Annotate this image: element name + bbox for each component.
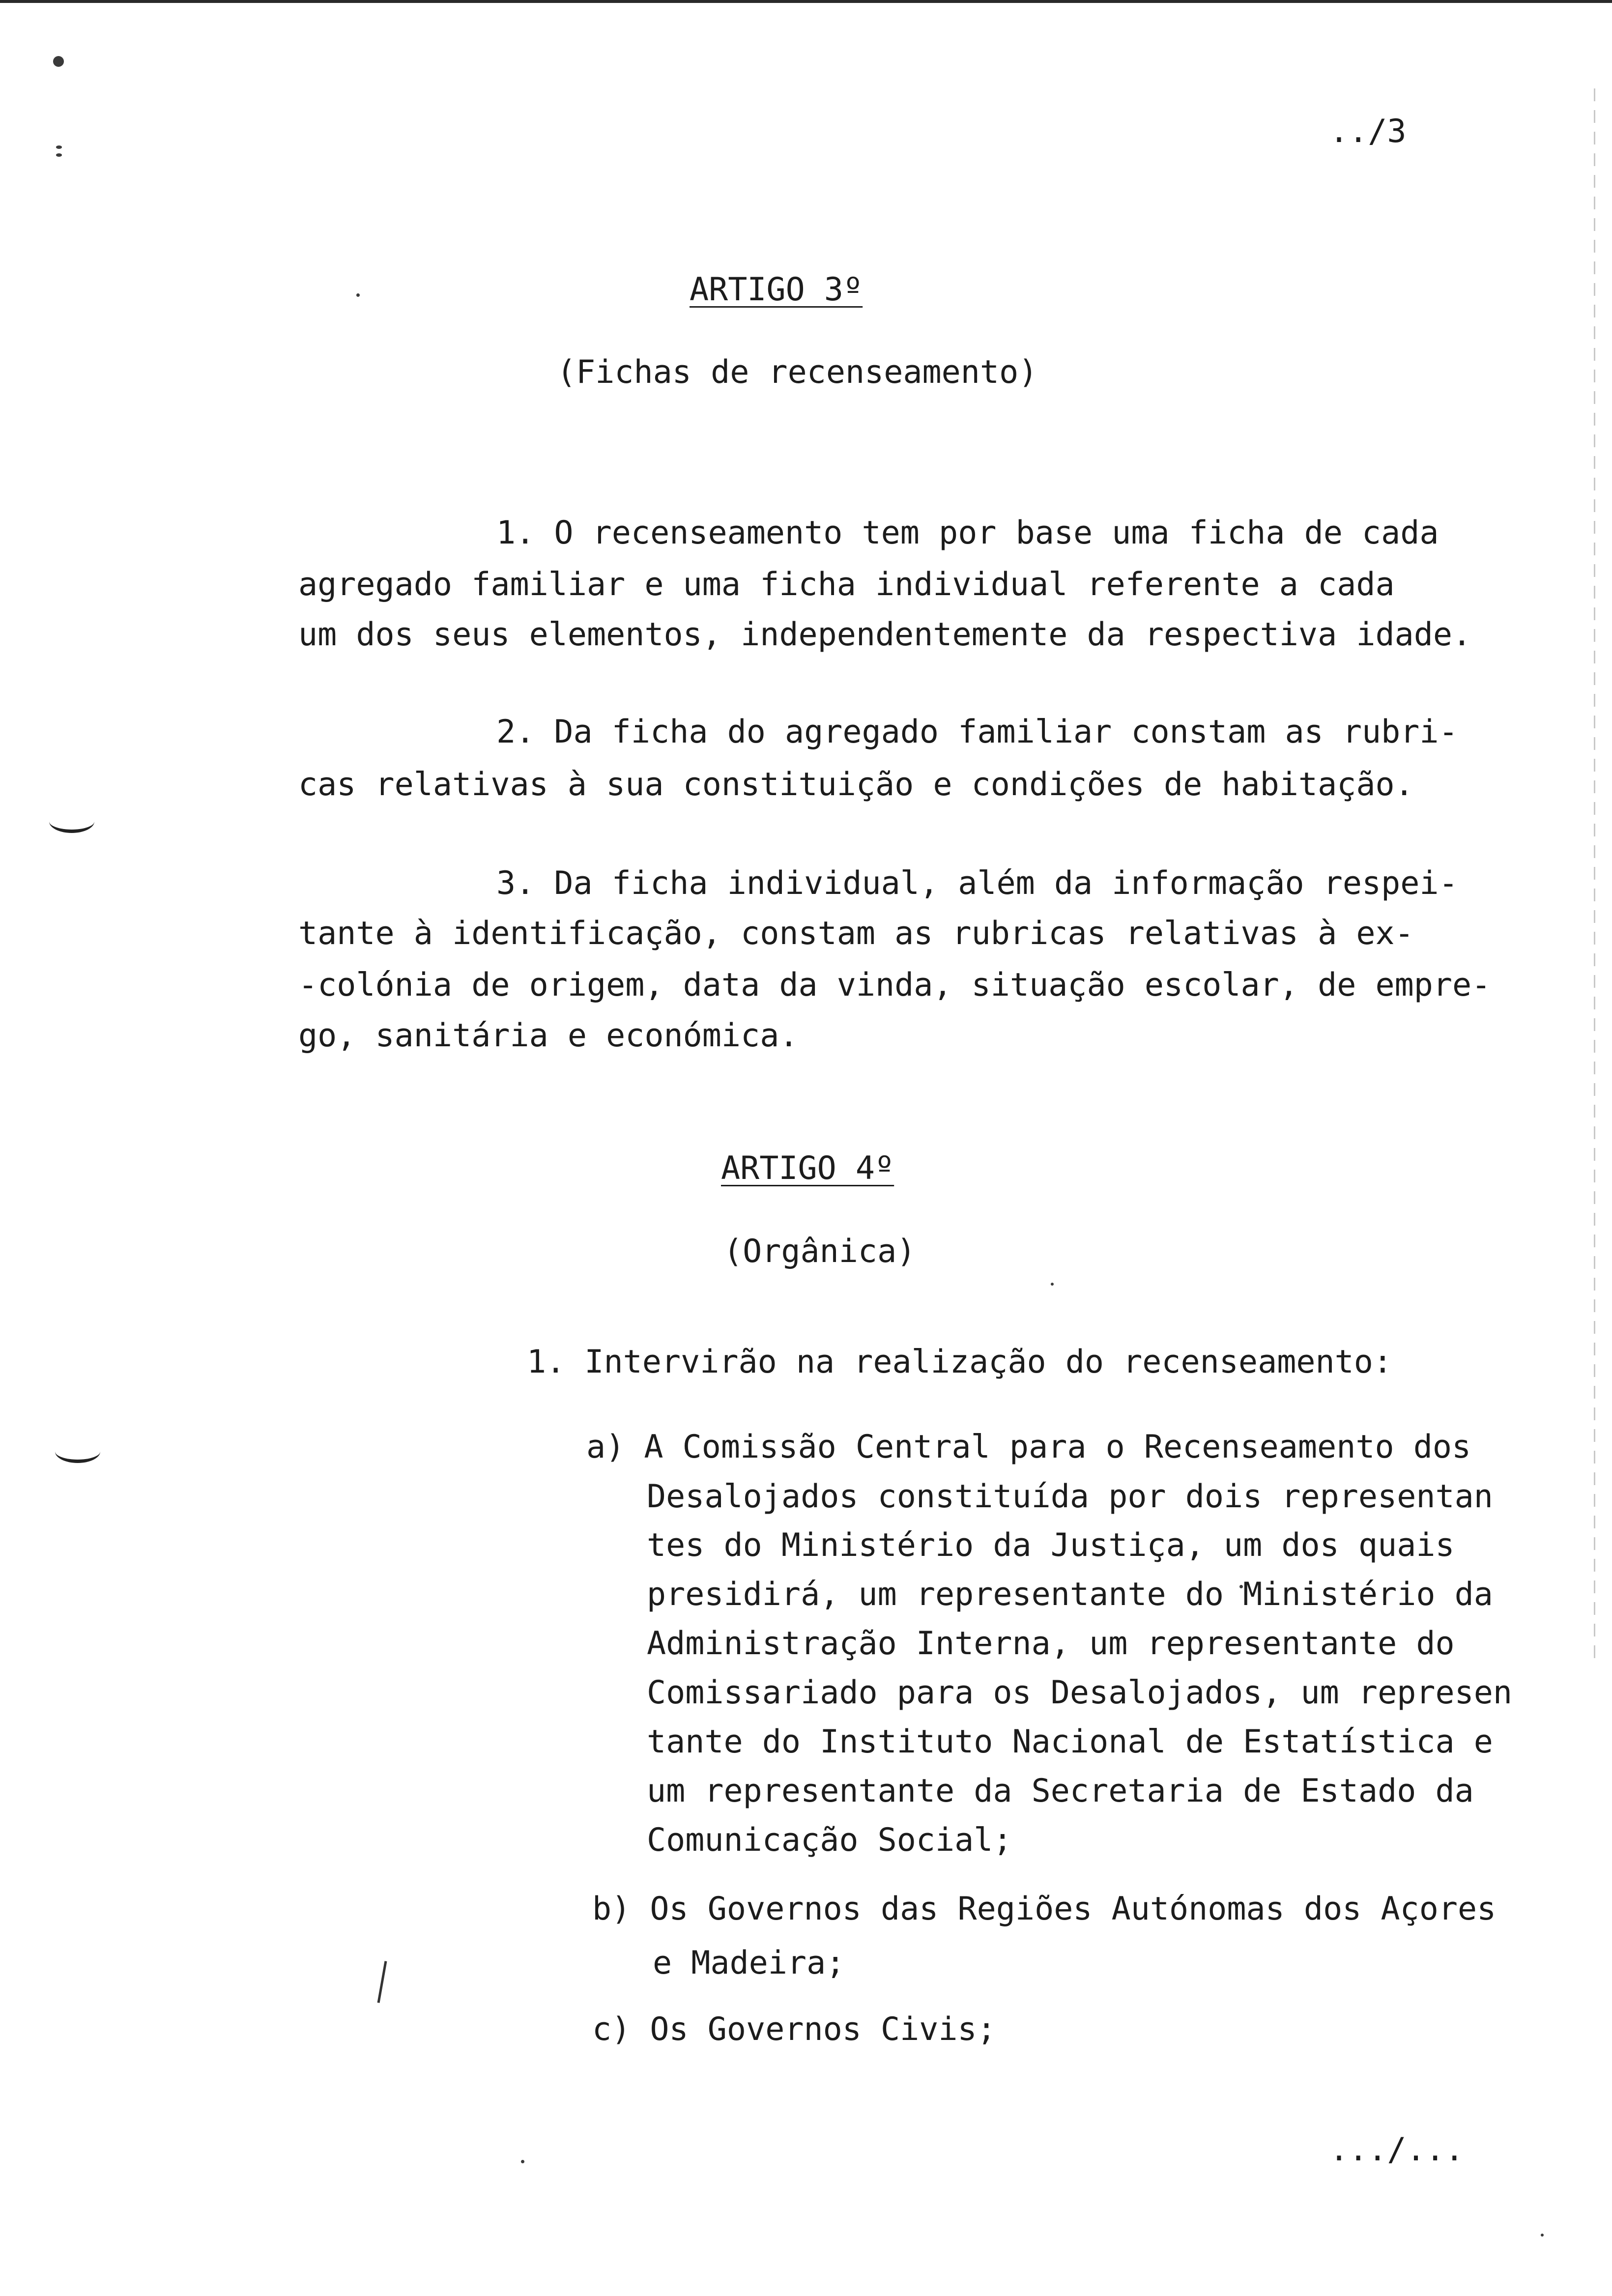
article-4-subtitle: (Orgânica): [723, 1233, 916, 1270]
scan-speck: [521, 2160, 524, 2163]
article-3-subtitle: (Fichas de recenseamento): [557, 354, 1038, 391]
article-4-item-a-line: um representante da Secretaria de Estado da: [647, 1773, 1474, 1809]
article-3-paragraph-1-line: agregado familiar e uma ficha individual referente a cada: [298, 566, 1395, 603]
article-3-paragraph-3-line: -colónia de origem, data da vinda, situação escolar, de empre-: [298, 967, 1491, 1004]
continuation-mark: .../...: [1329, 2131, 1464, 2168]
scan-speck: [1541, 2234, 1544, 2237]
article-3-title: ARTIGO 3º: [690, 271, 863, 308]
article-3-paragraph-3-line: 3. Da ficha individual, além da informação respei-: [496, 865, 1458, 902]
scan-speck: [53, 56, 64, 67]
article-4-item-b-line: b) Os Governos das Regiões Autónomas dos Açores: [592, 1891, 1497, 1927]
scan-speck: [356, 293, 360, 297]
punch-hole-mark: [55, 1440, 100, 1463]
article-4-item-a-line: tante do Instituto Nacional de Estatística e: [647, 1723, 1493, 1760]
article-3-paragraph-2-line: cas relativas à sua constituição e condições de habitação.: [298, 766, 1414, 803]
article-4-intro: 1. Intervirão na realização do recenseamento:: [527, 1344, 1392, 1380]
article-4-title: ARTIGO 4º: [721, 1150, 894, 1187]
article-3-paragraph-2-line: 2. Da ficha do agregado familiar constam as rubri-: [496, 714, 1458, 750]
article-4-item-a-line: Administração Interna, um representante do: [647, 1625, 1455, 1662]
article-4-item-a-line: Comissariado para os Desalojados, um represen: [647, 1674, 1512, 1711]
page-reference: ../3: [1329, 113, 1407, 150]
scan-right-edge: [1594, 88, 1595, 1661]
scan-speck: [56, 153, 62, 157]
article-3-paragraph-1-line: um dos seus elementos, independentemente da respectiva idade.: [298, 616, 1472, 653]
article-3-paragraph-3-line: tante à identificação, constam as rubricas relativas à ex-: [298, 915, 1414, 952]
scan-top-edge: [0, 0, 1612, 3]
article-4-item-a-line: Desalojados constituída por dois representan: [647, 1478, 1493, 1515]
article-4-item-a-line: a) A Comissão Central para o Recenseamento dos: [586, 1429, 1471, 1465]
punch-hole-mark: [49, 810, 94, 833]
article-4-item-a-line: Comunicação Social;: [647, 1822, 1012, 1859]
scan-speck: [1051, 1283, 1054, 1286]
article-3-paragraph-1-line: 1. O recenseamento tem por base uma ficha de cada: [496, 515, 1439, 551]
scan-speck: [56, 145, 62, 149]
article-3-paragraph-3-line: go, sanitária e económica.: [298, 1017, 799, 1054]
article-4-item-b-line: e Madeira;: [653, 1945, 845, 1981]
article-4-item-a-line: tes do Ministério da Justiça, um dos quais: [647, 1527, 1455, 1564]
article-4-item-c: c) Os Governos Civis;: [592, 2011, 996, 2048]
article-4-item-a-line: presidirá, um representante do Ministério da: [647, 1576, 1493, 1613]
pen-stroke-mark: [377, 1961, 387, 2003]
